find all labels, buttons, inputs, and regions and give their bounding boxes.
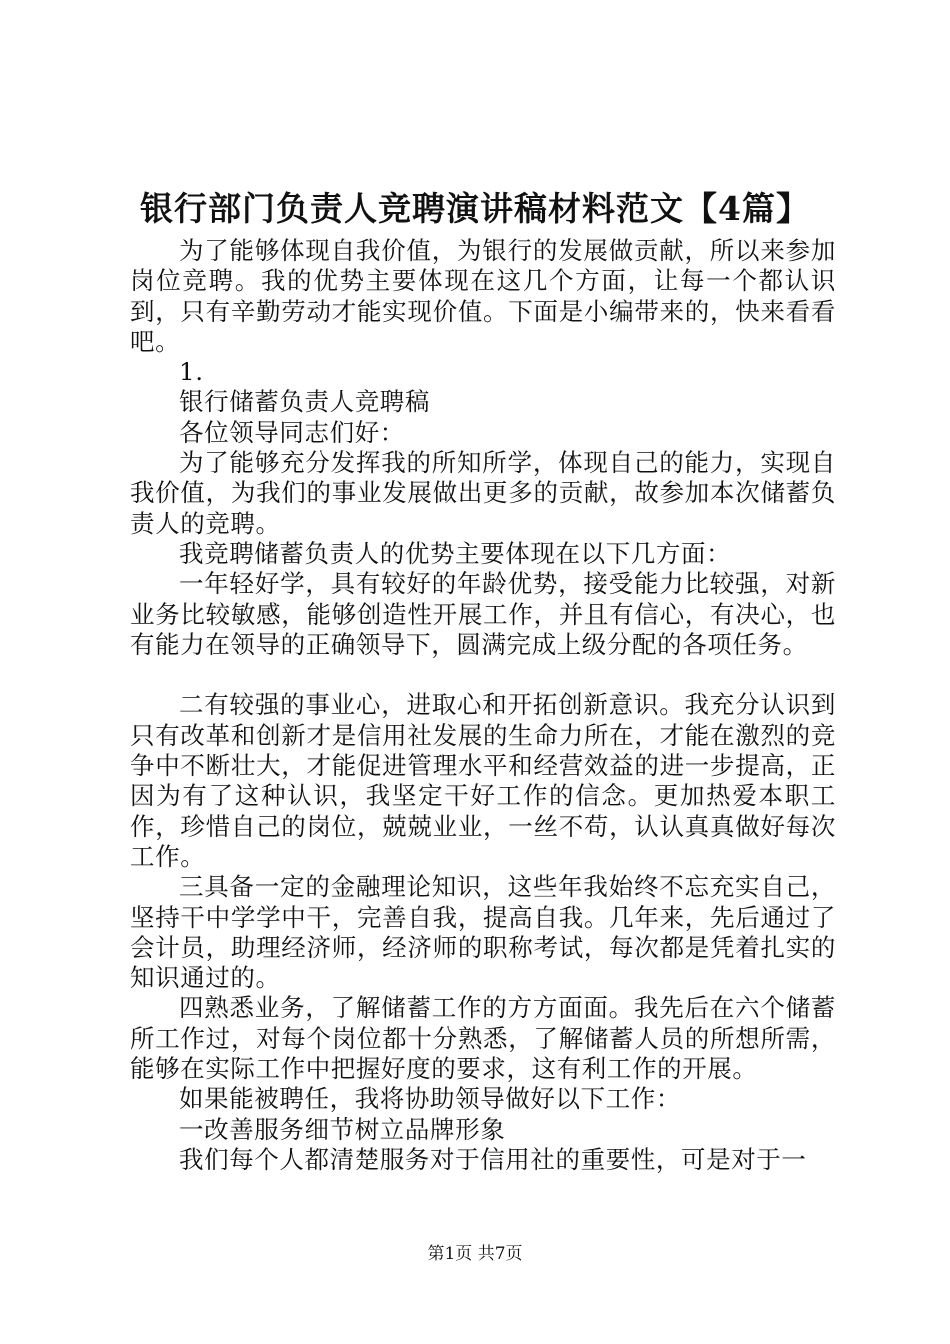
page-footer: 第1页 共7页	[427, 1244, 523, 1264]
subheading: 一改善服务细节树立品牌形象	[179, 1114, 506, 1144]
document-body	[130, 236, 836, 1175]
section-heading: 银行储蓄负责人竞聘稿	[179, 387, 430, 417]
body-paragraph: 我们每个人都清楚服务对于信用社的重要性，可是对于一	[179, 1144, 807, 1174]
body-paragraph: 如果能被聘任，我将协助领导做好以下工作：	[179, 1084, 681, 1114]
body-paragraph: 二有较强的事业心，进取心和开拓创新意识。我充分认识到只有改革和创新才是信用社发展的生命力所在，才能在激烈的竞争中不断壮大，才能促进管理水平和经营效益的进一步提高，正因为有了这种认识，我坚定干好工作的信念。更加热爱本职工作，珍惜自己的岗位，兢兢业业，一丝不苟，认认真真做好每次工作。	[130, 690, 836, 871]
document-title: 银行部门负责人竞聘演讲稿材料范文【4篇】	[140, 189, 810, 228]
salutation: 各位领导同志们好：	[179, 417, 405, 447]
body-paragraph: 四熟悉业务，了解储蓄工作的方方面面。我先后在六个储蓄所工作过，对每个岗位都十分熟悉，了解储蓄人员的所想所需，能够在实际工作中把握好度的要求，这有利工作的开展。	[130, 993, 836, 1084]
body-paragraph: 三具备一定的金融理论知识，这些年我始终不忘充实自己，坚持干中学学中干，完善自我，提高自我。几年来，先后通过了会计员，助理经济师，经济师的职称考试，每次都是凭着扎实的知识通过的。	[130, 872, 836, 993]
body-paragraph: 一年轻好学，具有较好的年龄优势，接受能力比较强，对新业务比较敏感，能够创造性开展工作，并且有信心，有决心，也有能力在领导的正确领导下，圆满完成上级分配的各项任务。	[130, 569, 836, 659]
section-number: 1.	[179, 357, 204, 387]
body-paragraph: 我竞聘储蓄负责人的优势主要体现在以下几方面：	[179, 538, 732, 568]
body-paragraph: 为了能够充分发挥我的所知所学，体现自己的能力，实现自我价值，为我们的事业发展做出更多的贡献，故参加本次储蓄负责人的竞聘。	[130, 448, 836, 538]
intro-paragraph: 为了能够体现自我价值，为银行的发展做贡献，所以来参加岗位竞聘。我的优势主要体现在这几个方面，让每一个都认识到，只有辛勤劳动才能实现价值。下面是小编带来的，快来看看吧。	[130, 236, 836, 356]
